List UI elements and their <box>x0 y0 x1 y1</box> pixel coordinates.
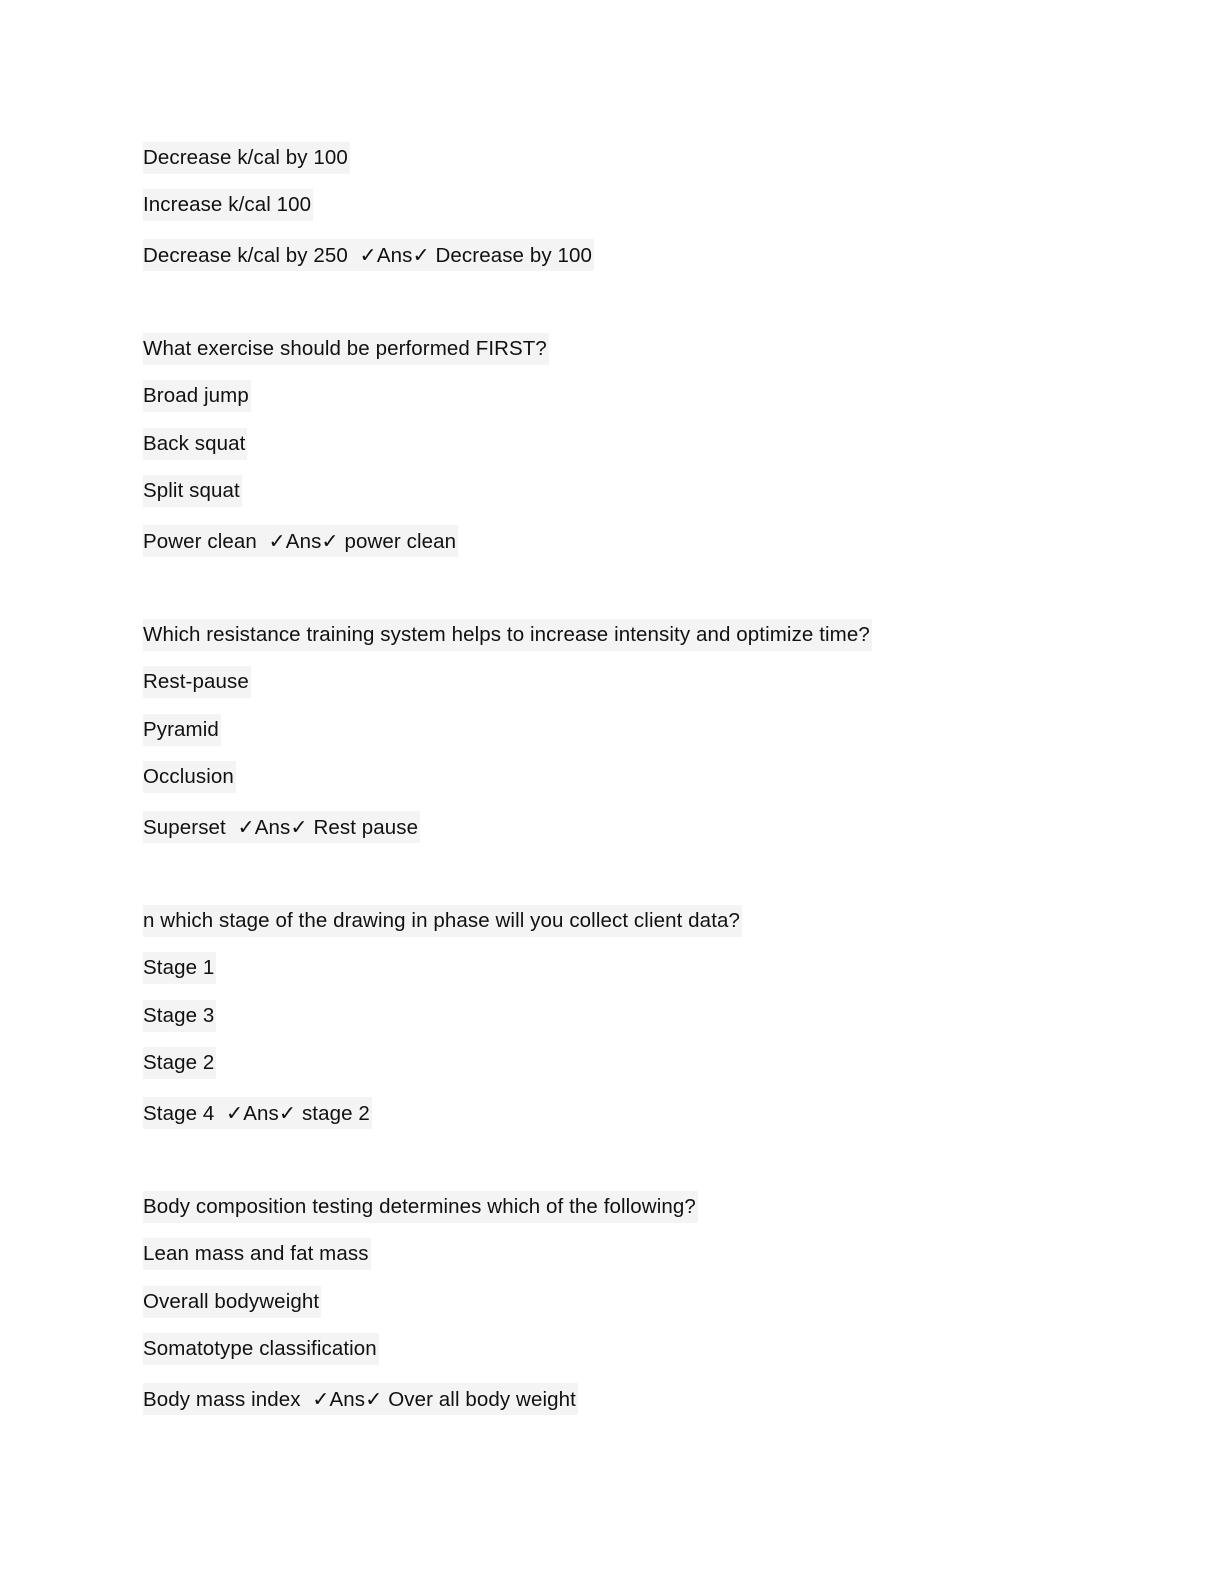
question-label: Which resistance training system helps to increase intensity and optimize time? <box>143 623 870 646</box>
answer-text: Decrease by 100 <box>435 244 592 267</box>
answer-text: stage 2 <box>301 1102 370 1125</box>
option-text: Occlusion <box>143 765 234 788</box>
question-text <box>143 333 549 365</box>
check-icon: ✓ <box>412 243 430 267</box>
option-line <box>143 189 313 221</box>
option-text: Stage 2 <box>143 1051 215 1074</box>
question-text <box>143 1191 698 1223</box>
option-text: Stage 3 <box>143 1004 215 1027</box>
answer-line <box>143 525 458 557</box>
answer-label: Ans <box>243 1102 279 1125</box>
answer-text: Over all body weight <box>388 1388 576 1411</box>
option-text: Decrease k/cal by 100 <box>143 146 348 169</box>
option-line <box>143 1000 216 1032</box>
option-text: Body mass index <box>143 1388 301 1411</box>
option-line <box>143 142 350 174</box>
option-text: Split squat <box>143 479 240 502</box>
option-text: Broad jump <box>143 384 249 407</box>
option-text: Pyramid <box>143 718 219 741</box>
option-line <box>143 428 247 460</box>
answer-label: Ans <box>285 530 322 553</box>
question-text <box>143 905 742 937</box>
answer-line <box>143 811 420 843</box>
option-text: Lean mass and fat mass <box>143 1242 369 1265</box>
option-text: Somatotype classification <box>143 1337 377 1360</box>
check-icon: ✓ <box>365 1387 383 1411</box>
option-text: Superset <box>143 816 226 839</box>
check-icon: ✓ <box>312 1387 330 1411</box>
answer-line <box>143 1383 578 1415</box>
option-text: Decrease k/cal by 250 <box>143 244 348 267</box>
check-icon: ✓ <box>225 1101 244 1125</box>
option-line <box>143 475 242 507</box>
option-text: Back squat <box>143 432 246 455</box>
answer-label: Ans <box>329 1388 366 1411</box>
check-icon: ✓ <box>237 815 255 839</box>
option-line <box>143 1238 371 1270</box>
check-icon: ✓ <box>278 1101 297 1125</box>
option-text: Stage 1 <box>143 956 215 979</box>
option-line <box>143 761 236 793</box>
question-label: n which stage of the drawing in phase will you collect client data? <box>143 909 740 932</box>
option-line <box>143 1286 321 1318</box>
option-text: Stage 4 <box>143 1102 215 1125</box>
option-line <box>143 714 221 746</box>
option-text: Overall bodyweight <box>143 1290 320 1313</box>
option-line <box>143 380 251 412</box>
option-text: Increase k/cal 100 <box>143 193 312 216</box>
option-line <box>143 952 216 984</box>
option-text: Rest-pause <box>143 670 249 693</box>
check-icon: ✓ <box>290 815 308 839</box>
option-text: Power clean <box>143 530 257 553</box>
option-line <box>143 666 251 698</box>
option-line <box>143 1047 216 1079</box>
answer-line <box>143 1097 372 1129</box>
check-icon: ✓ <box>268 529 286 553</box>
question-text <box>143 619 872 651</box>
option-line <box>143 1333 379 1365</box>
question-label: Body composition testing determines which of the following? <box>143 1195 696 1218</box>
question-label: What exercise should be performed FIRST? <box>143 337 547 360</box>
answer-label: Ans <box>376 244 413 267</box>
answer-text: power clean <box>344 530 457 553</box>
answer-label: Ans <box>254 816 291 839</box>
answer-line <box>143 239 594 271</box>
check-icon: ✓ <box>359 243 377 267</box>
answer-text: Rest pause <box>313 816 419 839</box>
check-icon: ✓ <box>321 529 339 553</box>
